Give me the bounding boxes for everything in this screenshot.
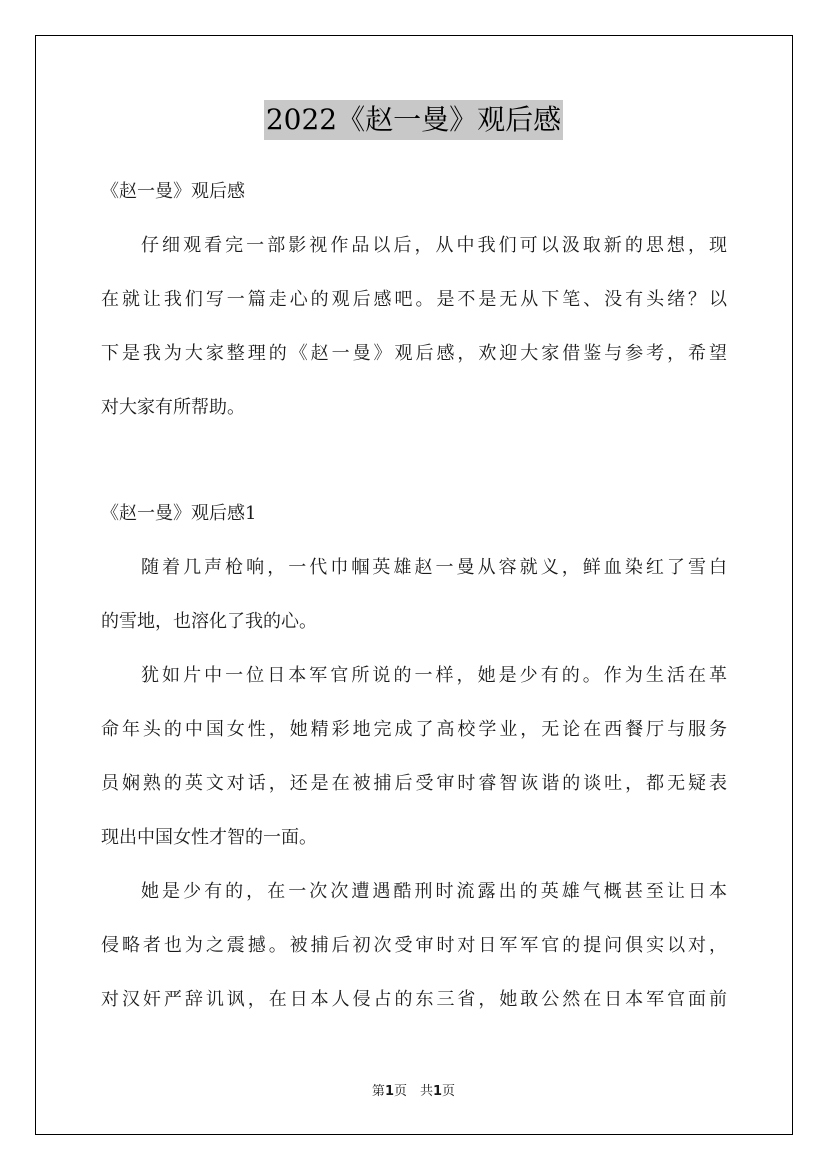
footer-total-pages: 1: [433, 1084, 443, 1099]
paragraph-line: 随着几声枪响，一代巾帼英雄赵一曼从容就义，鲜血染红了雪白: [141, 557, 727, 578]
paragraph-line: 现出中国女性才智的一面。: [101, 827, 317, 848]
paragraph-line: 她是少有的，在一次次遭遇酷刑时流露出的英雄气概甚至让日本: [141, 881, 727, 902]
intro-line: 对大家有所帮助。: [101, 397, 245, 418]
page-footer: [0, 1082, 827, 1102]
intro-line: 在就让我们写一篇走心的观后感吧。是不是无从下笔、没有头绪？以: [101, 289, 727, 310]
section-heading: 《赵一曼》观后感1: [101, 503, 257, 524]
intro-line: 仔细观看完一部影视作品以后，从中我们可以汲取新的思想，现: [141, 235, 727, 256]
title-container: [0, 100, 827, 140]
footer-suffix: 页: [442, 1084, 456, 1099]
paragraph-line: 犹如片中一位日本军官所说的一样，她是少有的。作为生活在革: [141, 665, 727, 686]
intro-heading: 《赵一曼》观后感: [101, 181, 245, 202]
paragraph-line: 员娴熟的英文对话，还是在被捕后受审时睿智诙谐的谈吐，都无疑表: [101, 773, 727, 794]
paragraph-line: 对汉奸严辞讥讽，在日本人侵占的东三省，她敢公然在日本军官面前: [101, 989, 727, 1010]
document-body: [101, 174, 727, 1018]
footer-prefix: 第: [371, 1084, 385, 1099]
paragraph-line: 命年头的中国女性，她精彩地完成了高校学业，无论在西餐厅与服务: [101, 719, 727, 740]
document-title: 2022《赵一曼》观后感: [264, 100, 563, 140]
paragraph-line: 侵略者也为之震撼。被捕后初次受审时对日军军官的提问俱实以对，: [101, 935, 727, 956]
footer-mid: 页 共: [393, 1084, 433, 1099]
footer-page-number: 1: [384, 1084, 394, 1099]
paragraph-line: 的雪地，也溶化了我的心。: [101, 611, 317, 632]
intro-line: 下是我为大家整理的《赵一曼》观后感，欢迎大家借鉴与参考，希望: [101, 343, 727, 364]
